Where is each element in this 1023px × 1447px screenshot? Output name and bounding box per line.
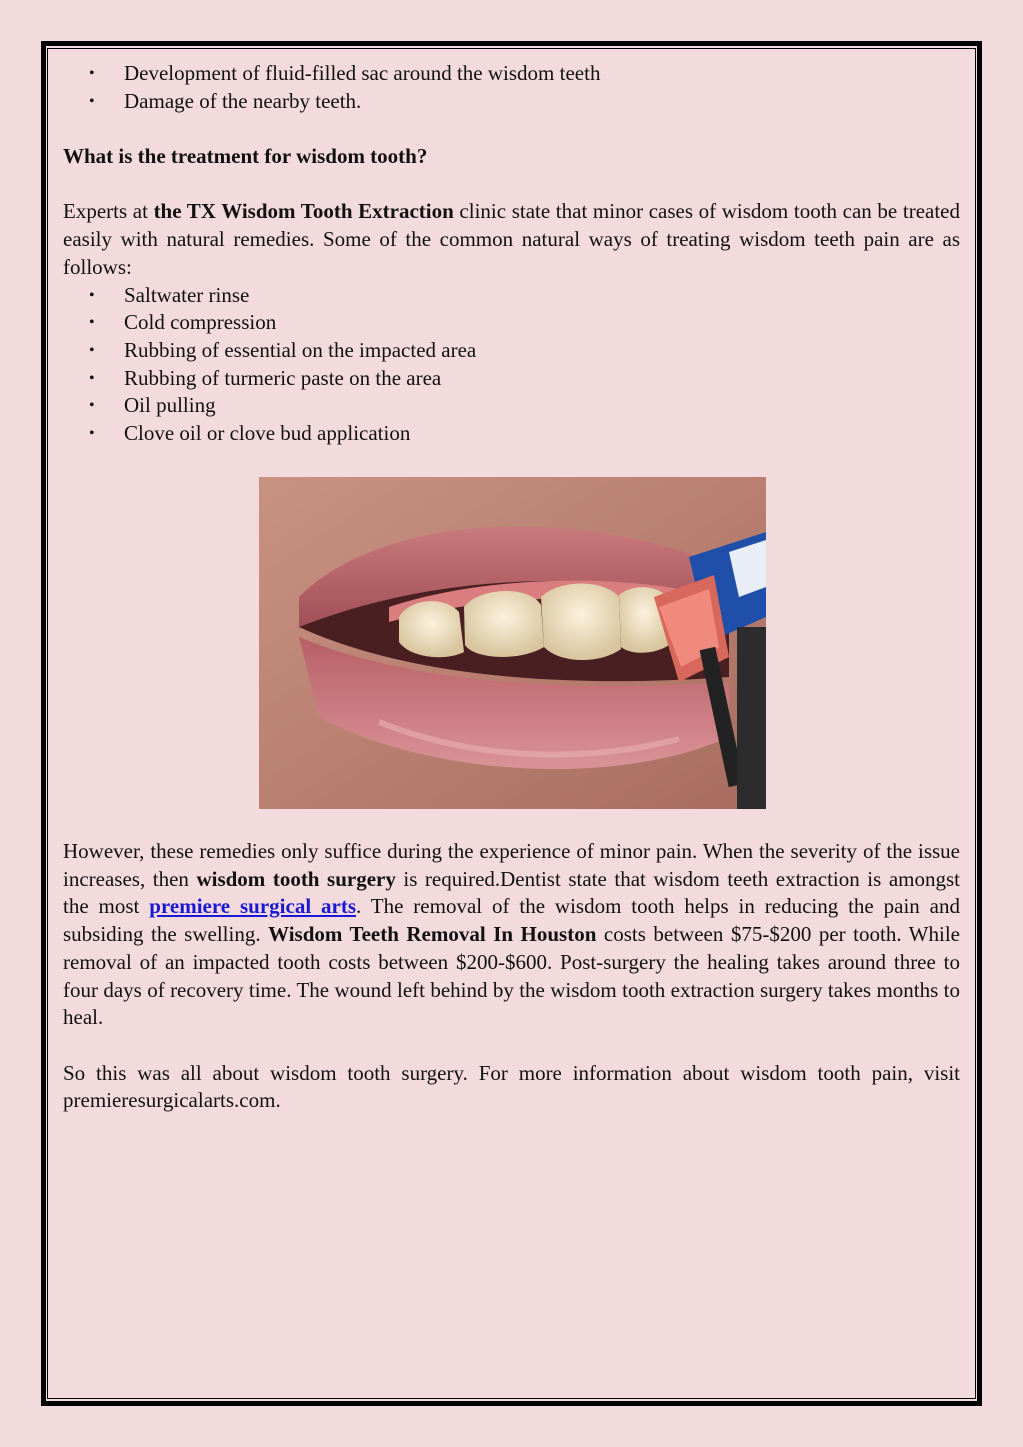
premiere-surgical-arts-link[interactable]: premiere surgical arts bbox=[149, 894, 357, 919]
document-body-bottom bbox=[63, 838, 960, 1115]
tooth bbox=[464, 591, 544, 657]
list-item: • Damage of the nearby teeth. bbox=[63, 88, 960, 116]
section-heading: What is the treatment for wisdom tooth? bbox=[63, 144, 428, 169]
list-item: • Clove oil or clove bud application bbox=[63, 420, 960, 448]
list-item: • Rubbing of essential on the impacted area bbox=[63, 337, 960, 365]
clinic-name: the TX Wisdom Tooth Extraction bbox=[153, 199, 454, 224]
list-item: • Development of fluid-filled sac around the wisdom teeth bbox=[63, 60, 960, 88]
remedies-list bbox=[63, 282, 960, 448]
bold-phrase: wisdom tooth surgery bbox=[196, 866, 396, 891]
document-body-top bbox=[63, 60, 960, 448]
tooth bbox=[399, 601, 464, 657]
list-item: • Oil pulling bbox=[63, 392, 960, 420]
tooth bbox=[541, 584, 621, 661]
intro-paragraph: Experts at the TX Wisdom Tooth Extraction clinic state that minor cases of wisdom tooth can be treated easily with natural remedies. Some of the common natural ways of treating wisdom teeth pain are as follows: bbox=[63, 199, 961, 279]
surgery-paragraph: However, these remedies only suffice during the experience of minor pain. When the severity of the issue increases, then wisdom tooth surgery is required.Dentist state that wisdom teeth extraction is amongst the most premiere surgical arts. The removal of the wisdom tooth helps in reducing the pain and subsiding the swelling. Wisdom Teeth Removal In Houston costs between $75-$200 per tooth. While removal of an impacted tooth costs between $200-$600. Post-surgery the healing takes around three to four days of recovery time. The wound left behind by the wisdom tooth extraction surgery takes months to heal. bbox=[63, 839, 960, 1030]
closing-paragraph: So this was all about wisdom tooth surgery. For more information about wisdom tooth pain, visit premieresurgicalarts.com. bbox=[63, 1060, 960, 1113]
bold-phrase: Wisdom Teeth Removal In Houston bbox=[268, 922, 597, 947]
list-item: • Saltwater rinse bbox=[63, 282, 960, 310]
mouth-toothbrush-photo bbox=[259, 477, 766, 809]
list-item: • Rubbing of turmeric paste on the area bbox=[63, 365, 960, 393]
photo-illustration bbox=[259, 477, 766, 809]
list-item: • Cold compression bbox=[63, 309, 960, 337]
symptom-list bbox=[63, 60, 960, 115]
